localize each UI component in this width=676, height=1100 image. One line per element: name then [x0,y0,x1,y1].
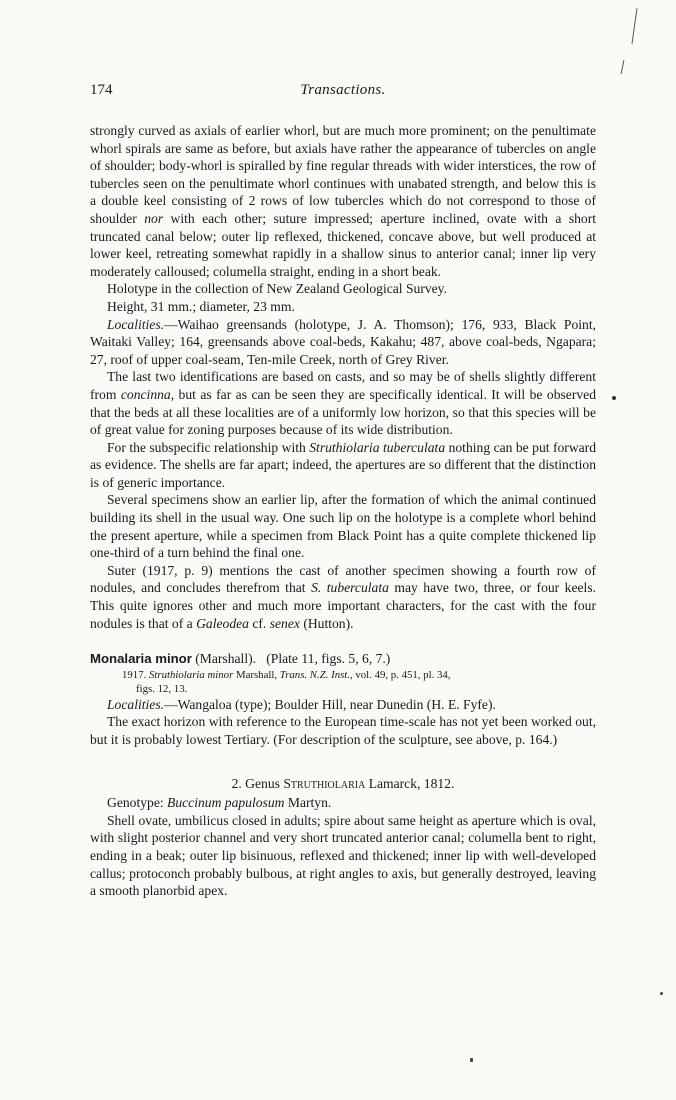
page-header [90,82,596,106]
description-paragraph: strongly curved as axials of earlier whorl, but are much more prominent; on the penultimate whorl spirals are same as before, but axials have rather the appearance of tubercles on angle of shoulder; body-whorl is spiralled by fine regular threads with wider interstices, the row of tubercles seen on the penultimate whorl continues with unabated strength, and below this is a double keel consisting of 2 rows of low tubercles which do not correspond to those of shoulder nor with each other; suture impressed; aperture inclined, ovate with a short truncated canal below; outer lip reflexed, thickened, concave above, but well produced at lower keel, retreating somewhat rapidly in a shallow sinus to anterior canal; inner lip very moderately calloused; columella straight, ending in a short beak. [90,123,597,279]
species-name: Monalaria minor [90,651,192,667]
synonymy-reference: 1917. Struthiolaria minor Marshall, Trans. N.Z. Inst., vol. 49, p. 451, pl. 34, figs. 12, 13. [122,668,451,695]
suter-paragraph: Suter (1917, p. 9) mentions the cast of another specimen showing a fourth row of nodules, and concludes therefrom that S. tuberculata may have two, three, or four keels. This quite ignores other and much more important characters, for the cast with the four nodules is that of a Galeodea cf. senex (Hutton). [90,562,597,631]
scan-dot [612,396,616,400]
localities-paragraph: Localities.—Waihao greensands (holotype, J. A. Thomson); 176, 933, Black Point, Waitaki Valley; 164, greensands above coal-beds, Kakahu; 487, above coal-beds, Ngapara; 27, roof of upper coal-seam, Ten-mile Creek, north of Grey River. [90,316,596,367]
page-number: 174 [90,82,113,98]
localities-label: Localities. [107,316,165,332]
scan-mark-top-right [631,8,637,44]
running-title: Transactions. [300,82,386,98]
genus-name: Struthiolaria [283,775,366,791]
scan-dot [660,992,663,995]
casts-paragraph: The last two identifications are based on casts, and so may be of shells slightly different from concinna, but as far as can be seen they are specifically identical. It will be observed that the beds at all these localities are of a uniformly low horizon, so that this species will be of great value for zoning purposes because of its wide distribution. [90,369,596,438]
dimensions-line: Height, 31 mm.; diameter, 23 mm. [107,298,295,314]
scan-dot [470,1058,473,1062]
monalaria-localities: Localities.—Wangaloa (type); Boulder Hill, near Dunedin (H. E. Fyfe). [107,696,496,712]
horizon-paragraph: The exact horizon with reference to the European time-scale has not yet been worked out, but it is probably lowest Tertiary. (For description of the sculpture, see above, p. 164.) [90,714,596,747]
holotype-line: Holotype in the collection of New Zealand Geological Survey. [107,281,447,297]
genus-heading: 2. Genus Struthiolaria Lamarck, 1812. [231,775,455,791]
genus-description: Shell ovate, umbilicus closed in adults; spire about same height as aperture which is oval, with slight posterior channel and very short truncated anterior canal; columella bent to right, ending in a beak; outer lip bisinuous, reflexed and thickened; inner lip with well-developed callus; protoconch probably bulbous, at right angles to axis, but generally destroyed, leaving a smooth planorbid apex. [90,812,596,899]
plate-reference: (Plate 11, figs. 5, 6, 7.) [266,651,391,667]
scan-mark-right [621,60,625,74]
earlier-lip-paragraph: Several specimens show an earlier lip, after the formation of which the animal continued building its shell in the usual way. One such lip on the holotype is a complete whorl behind the present aperture, while a specimen from Black Point has a quite complete thickened lip one-third of a turn behind the final one. [90,492,596,561]
genotype-line: Genotype: Buccinum papulosum Martyn. [107,795,332,811]
main-text [90,122,596,900]
subspecific-paragraph: For the subspecific relationship with Struthiolaria tuberculata nothing can be put forward as evidence. The shells are far apart; indeed, the apertures are so different that the distinction is of generic importance. [90,439,597,490]
species-heading-monalaria-minor: Monalaria minor (Marshall). (Plate 11, figs. 5, 6, 7.) [90,651,391,667]
